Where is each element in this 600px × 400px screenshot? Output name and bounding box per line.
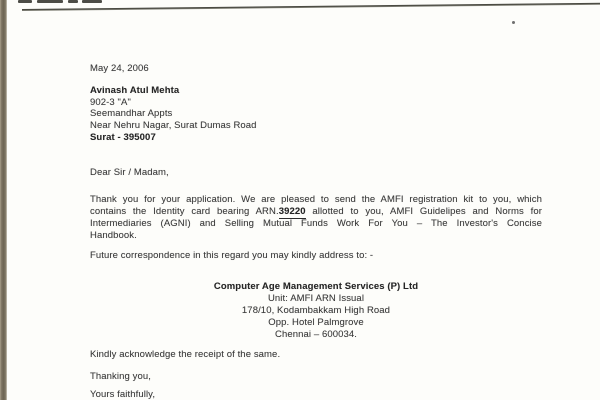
signoff-line: Yours faithfully,	[90, 389, 156, 400]
recipient-address-line: Seemandhar Appts	[90, 108, 173, 120]
future-correspondence-line: Future correspondence in this regard you may kindly address to: -	[90, 250, 374, 261]
thanking-line: Thanking you,	[90, 371, 151, 382]
forward-address-block	[90, 281, 542, 341]
arn-number: 39220	[278, 206, 306, 218]
body-paragraph	[90, 194, 542, 242]
body-line-3: Intermediaries (AGNI) and Selling Mutual Funds Work For You – The Investor's Concise	[90, 218, 542, 230]
body-line-2-text: allotted to you, AMFI Guidelipes and Norms for	[312, 206, 542, 218]
recipient-block	[90, 85, 542, 144]
forward-address-line: Unit: AMFI ARN Issual	[267, 293, 365, 305]
company-name: Computer Age Management Services (P) Ltd	[213, 281, 419, 292]
recipient-address-line: Near Nehru Nagar, Surat Dumas Road	[90, 120, 257, 132]
forward-address-line: Opp. Hotel Palmgrove	[268, 317, 364, 329]
forward-address-line: 178/10, Kodambakkam High Road	[241, 305, 391, 317]
forward-address-line: Chennai – 600034.	[275, 329, 357, 341]
body-line-4: Handbook.	[90, 230, 137, 242]
body-line-2	[90, 206, 542, 218]
recipient-name: Avinash Atul Mehta	[90, 85, 180, 96]
acknowledge-line: Kindly acknowledge the receipt of the same.	[90, 349, 281, 360]
letter-date: May 24, 2006	[90, 63, 149, 74]
salutation: Dear Sir / Madam,	[90, 167, 169, 178]
recipient-city: Surat - 395007	[90, 131, 156, 143]
body-line-2-text: contains the Identity card bearing ARN.	[90, 206, 279, 218]
recipient-address-line: 902-3 "A"	[90, 96, 131, 108]
body-line-1: Thank you for your application. We are pleased to send the AMFI registration kit to you, which	[90, 194, 542, 205]
letter-body	[90, 0, 542, 400]
scan-edge-strip	[0, 0, 7, 400]
